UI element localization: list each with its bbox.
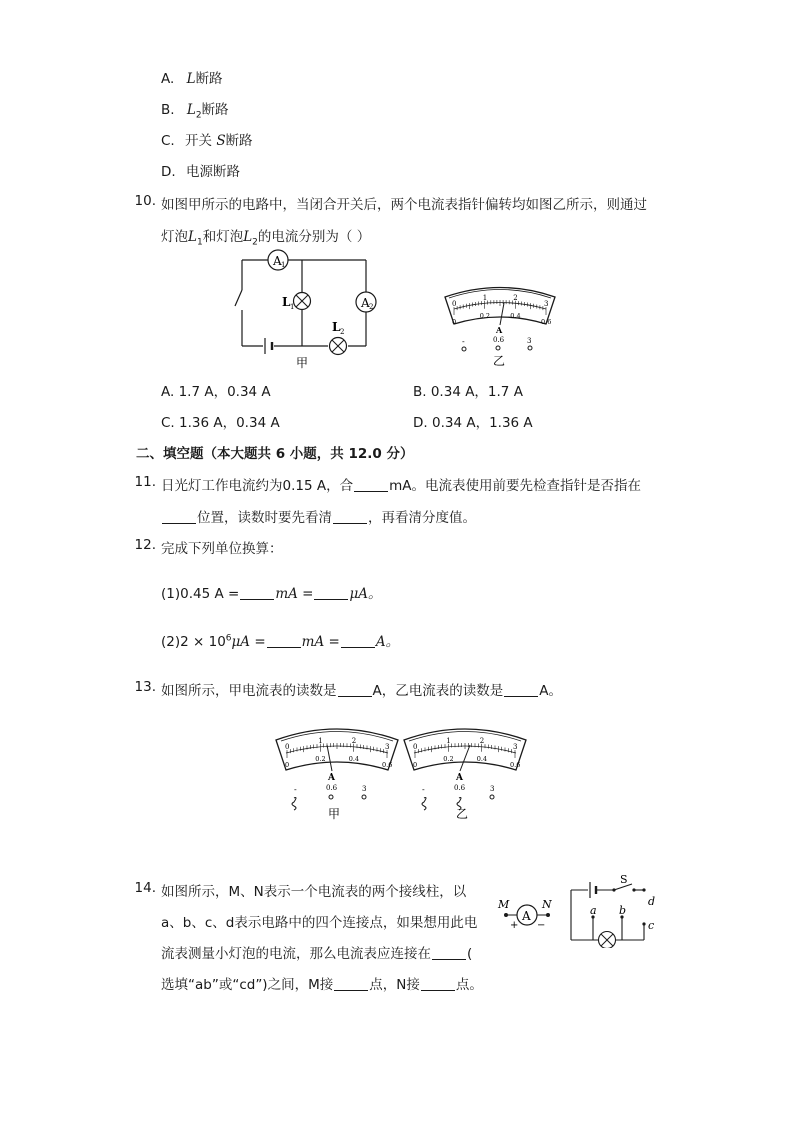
q9-option-a	[161, 67, 223, 87]
text: mA。电流表使用前要先检查指针是否指在	[389, 478, 641, 494]
label-switch: S	[620, 873, 628, 886]
text: (	[467, 946, 473, 962]
subscript: 2	[252, 237, 258, 248]
ammeter-figure-yi	[440, 280, 560, 370]
label-point-c: c	[648, 919, 655, 932]
text: 的电流分别为（ ）	[257, 229, 371, 245]
terminal-0.6: 0.6	[454, 784, 466, 792]
option-text: 断路	[201, 102, 229, 118]
answer-blank[interactable]	[421, 978, 455, 991]
scale-label-bottom: 0.4	[348, 754, 360, 763]
answer-blank[interactable]	[314, 587, 348, 600]
q13-text	[161, 679, 562, 699]
q9-option-d	[161, 160, 240, 180]
q14-line1: 如图所示，M、N表示一个电流表的两个接线柱，以	[161, 884, 467, 900]
option-prefix: C.	[161, 133, 175, 149]
text: 灯泡	[161, 229, 188, 245]
scale-label-top: 2	[351, 736, 357, 745]
text: A。	[375, 634, 400, 650]
label-n: N	[542, 898, 552, 911]
q10-option-a: A. 1.7 A，0.34 A	[161, 384, 271, 400]
text: μA。	[349, 586, 382, 602]
scale-label-top: 0	[413, 743, 418, 751]
scale-label-bottom: 0.4	[510, 311, 521, 320]
variable-l: L	[186, 102, 196, 118]
label-point-b: b	[619, 904, 627, 917]
ammeter-mn-figure	[495, 896, 557, 932]
q12-title: 完成下列单位换算：	[161, 541, 283, 557]
answer-blank[interactable]	[240, 587, 274, 600]
text: A。	[539, 683, 562, 699]
answer-blank[interactable]	[341, 635, 375, 648]
option-prefix: D.	[161, 164, 176, 180]
q9-option-c	[161, 129, 253, 149]
text: A，乙电流表的读数是	[372, 683, 504, 699]
text: (1)0.45 A =	[161, 586, 240, 602]
wire-coil	[292, 798, 296, 811]
scale-label-top: 0	[285, 743, 290, 751]
scale-label-bottom: 0.2	[443, 754, 454, 763]
option-prefix: A.	[161, 71, 175, 87]
q14-line3	[161, 942, 472, 962]
text: mA =	[301, 634, 340, 650]
a1-label: A	[273, 254, 282, 268]
answer-blank[interactable]	[267, 635, 301, 648]
scale-label-bottom: 0.6	[541, 318, 552, 326]
scale-label-bottom: 0	[285, 761, 290, 769]
variable-l: L	[243, 229, 253, 245]
label-minus: −	[537, 920, 546, 931]
q12-part2	[161, 630, 399, 650]
scale-label-top: 2	[479, 736, 485, 745]
scale-label-bottom: 0.2	[479, 311, 491, 320]
scale-label-top: 2	[513, 293, 518, 302]
answer-blank[interactable]	[504, 684, 538, 697]
answer-blank[interactable]	[334, 978, 368, 991]
question-number: 11.	[134, 474, 156, 490]
scale-label-bottom: 0.6	[510, 761, 521, 769]
option-text: 断路	[195, 71, 223, 87]
option-prefix: B.	[161, 102, 175, 118]
question-number: 14.	[134, 880, 156, 896]
answer-blank[interactable]	[162, 511, 196, 524]
label-point-a: a	[590, 904, 597, 917]
ammeter-figure-jia	[272, 722, 402, 822]
question-number: 12.	[134, 537, 156, 553]
figure-label-jia: 甲	[296, 356, 309, 370]
text: 和灯泡	[202, 229, 244, 245]
q14-circuit	[566, 872, 666, 948]
circuit-diagram-jia	[230, 248, 380, 373]
ammeter-unit: A	[496, 325, 503, 335]
scale-label-bottom: 0	[452, 318, 457, 326]
text: mA =	[275, 586, 314, 602]
label-ammeter: A	[522, 909, 531, 923]
scale-label-bottom: 0.6	[382, 761, 393, 769]
l2-label: L	[332, 320, 341, 334]
figure-label-jia: 甲	[328, 807, 341, 821]
q12-part1	[161, 582, 382, 602]
text: 选填“ab”或“cd”)之间，M接	[161, 977, 334, 993]
subscript: 2	[195, 110, 202, 121]
text: ，再看清分度值。	[368, 510, 476, 526]
a1-sub: 1	[281, 261, 286, 269]
variable-l: L	[186, 71, 196, 87]
option-text: 电源断路	[185, 164, 240, 180]
a2-label: A	[361, 296, 370, 310]
ammeter-unit: A	[328, 773, 335, 783]
figure-label-yi: 乙	[493, 354, 506, 368]
l2-sub: 2	[340, 328, 345, 336]
scale-label-top: 1	[482, 293, 488, 302]
terminal-3: 3	[527, 337, 532, 345]
scale-label-bottom: 0	[413, 761, 418, 769]
scale-label-top: 1	[318, 736, 323, 745]
label-point-d: d	[648, 895, 656, 908]
terminal-3: 3	[490, 785, 495, 793]
scale-label-bottom: 0.4	[476, 754, 488, 763]
l1-label: L	[282, 295, 291, 309]
switch-blade	[235, 290, 242, 306]
q10-line1: 如图甲所示的电路中，当闭合开关后，两个电流表指针偏转均如图乙所示，则通过	[161, 197, 647, 213]
option-text: 开关	[185, 133, 213, 149]
scale-label-top: 3	[544, 300, 549, 308]
ammeter-figure-yi-2	[400, 722, 530, 822]
ammeter-unit: A	[456, 773, 463, 783]
q9-option-b	[161, 98, 229, 121]
question-number: 10.	[134, 193, 156, 209]
a2-sub: 2	[369, 303, 374, 311]
terminal-0.6: 0.6	[493, 336, 505, 344]
terminal-0.6: 0.6	[326, 784, 338, 792]
figure-label-yi: 乙	[456, 807, 469, 821]
question-number: 13.	[134, 679, 156, 695]
text: 点，N接	[369, 977, 420, 993]
q10-option-c: C. 1.36 A，0.34 A	[161, 415, 280, 431]
text: 位置，读数时要先看清	[197, 510, 332, 526]
text: 点。	[455, 977, 483, 993]
text: (2)2 × 10	[161, 634, 226, 650]
variable-l: L	[188, 229, 197, 245]
subscript: 1	[196, 237, 203, 248]
text: μA =	[231, 634, 266, 650]
scale-label-top: 1	[446, 736, 451, 745]
q11-line1	[161, 474, 641, 494]
terminal-minus: -	[462, 337, 465, 346]
option-text: 断路	[225, 133, 253, 149]
wire-coil	[422, 798, 426, 811]
text: 如图所示，甲电流表的读数是	[161, 683, 337, 699]
section-title: 二、填空题（本大题共 6 小题，共 12.0 分）	[136, 446, 414, 462]
q14-line4	[161, 973, 483, 993]
exponent: 6	[225, 633, 232, 644]
scale-label-top: 0	[452, 300, 457, 308]
terminal-3: 3	[362, 785, 367, 793]
q10-line2	[161, 225, 370, 248]
text: 日光灯工作电流约为0.15 A，合	[161, 478, 354, 494]
q14-line2: a、b、c、d表示电路中的四个连接点，如果想用此电	[161, 915, 478, 931]
q10-option-d: D. 0.34 A，1.36 A	[413, 415, 533, 431]
q11-line2	[161, 506, 476, 526]
label-plus: +	[510, 920, 519, 931]
answer-blank[interactable]	[338, 684, 372, 697]
variable-s: S	[216, 133, 226, 149]
label-m: M	[498, 898, 510, 911]
q10-option-b: B. 0.34 A，1.7 A	[413, 384, 523, 400]
scale-label-top: 3	[513, 743, 518, 751]
answer-blank[interactable]	[354, 479, 388, 492]
answer-blank[interactable]	[432, 947, 466, 960]
text: 流表测量小灯泡的电流，那么电流表应连接在	[161, 946, 431, 962]
terminal-minus: -	[422, 785, 425, 794]
scale-label-top: 3	[385, 743, 390, 751]
l1-sub: 1	[290, 303, 295, 311]
terminal-minus: -	[294, 785, 297, 794]
answer-blank[interactable]	[333, 511, 367, 524]
scale-label-bottom: 0.2	[315, 754, 326, 763]
